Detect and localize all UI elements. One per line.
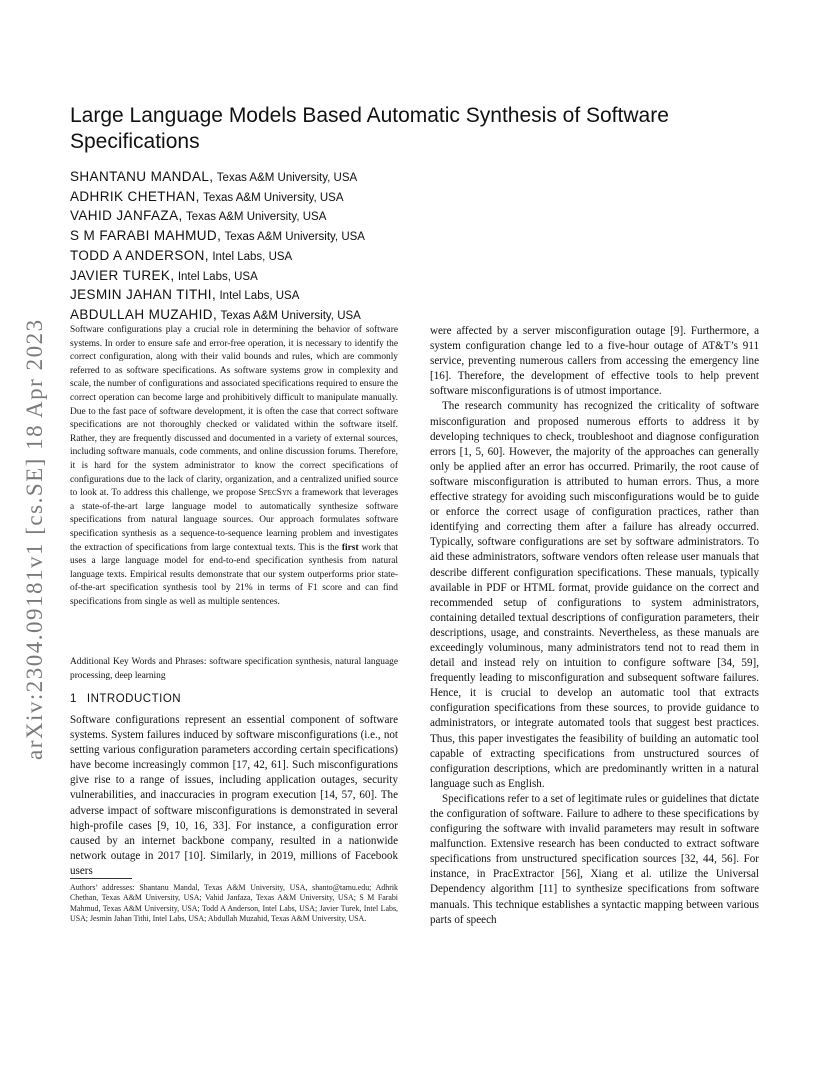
author-affiliation: Texas A&M University, USA bbox=[185, 211, 327, 224]
author-entry: JAVIER TUREK, Intel Labs, USA bbox=[70, 267, 258, 283]
author-affiliation: Texas A&M University, USA bbox=[216, 172, 358, 184]
section-title: INTRODUCTION bbox=[86, 693, 182, 705]
author-affiliation: Intel Labs, USA bbox=[219, 290, 300, 303]
author-affiliation: Texas A&M University, USA bbox=[220, 309, 361, 322]
author-affiliation: Intel Labs, USA bbox=[177, 270, 258, 283]
author-affiliation: Texas A&M University, USA bbox=[203, 191, 344, 204]
author-name: JAVIER TUREK bbox=[70, 267, 171, 283]
body-paragraph: were affected by a server misconfiguration outage [9]. Furthermore, a system configuration change led to a five-hour outage of AT&T’s 911 service, preventing numerous callers from accessing the emergency line [16]. Therefore, the development of effective tools to help prevent software misconfigurations is of utmost importance. bbox=[430, 325, 759, 398]
author-entry: TODD A ANDERSON, Intel Labs, USA bbox=[70, 247, 293, 263]
author-name: VAHID JANFAZA bbox=[70, 208, 179, 224]
author-entry: VAHID JANFAZA, Texas A&M University, USA bbox=[70, 208, 327, 224]
author-name: S M FARABI MAHMUD bbox=[70, 228, 218, 244]
author-addresses-footnote: Authors’ addresses: Shantanu Mandal, Texas A&M University, USA, shanto@tamu.edu; Adhrik Chethan, Texas A&M University, USA; Vahid Janfaza, Texas A&M University, USA; S M Farabi Mahmud, Texas A&M University, USA; Todd A Anderson, Intel Labs, USA; Javier Turek, Intel Labs, USA; Jesmin Jahan Tithi, Intel Labs, USA; Abdullah Muzahid, Texas A&M University, USA. bbox=[70, 883, 398, 924]
author-name: TODD A ANDERSON bbox=[70, 247, 205, 263]
footnote-divider bbox=[70, 878, 132, 879]
body-paragraph: Specifications refer to a set of legitimate rules or guidelines that dictate the configuration of software. Failure to adhere to these specifications by configuring the software with invalid parameters may result in software malfunction. Extensive research has been conducted to extract software specifications from unstructured specification sources [32, 44, 56]. For instance, in PracExtractor [56], Xiang et al. utilize the Universal Dependency algorithm [11] to synthesize specifications from software manuals. This technique establishes a syntactic mapping between various parts of speech bbox=[430, 792, 759, 926]
abstract bbox=[70, 324, 398, 609]
intro-paragraph: Software configurations represent an essential component of software systems. System failures induced by software misconfigurations (i.e., not setting various configuration parameters according certain specifications) have become increasingly common [17, 42, 61]. Such misconfigurations give rise to a range of issues, including application outages, security vulnerabilities, and inaccuracies in program execution [14, 57, 60]. The adverse impact of software misconfigurations is demonstrated in several high-profile cases [9, 10, 16, 33]. For instance, a configuration error caused by an internet backbone company, resulted in a nationwide network outage in 2017 [10]. Similarly, in 2019, millions of Facebook users bbox=[70, 714, 398, 877]
tool-name: SpecSyn bbox=[258, 488, 292, 499]
section-number: 1 bbox=[70, 693, 77, 705]
author-entry: SHANTANU MANDAL, Texas A&M University, USA bbox=[70, 169, 358, 184]
author-affiliation: Intel Labs, USA bbox=[212, 250, 293, 263]
author-name: JESMIN JAHAN TITHI bbox=[70, 287, 212, 303]
body-paragraph: The research community has recognized the criticality of software misconfiguration and proposed numerous efforts to address it by developing techniques to check, troubleshoot and diagnose configuration errors [1, 5, 60]. However, the majority of the approaches can generally only be applied after an error has occurred. Primarily, the root cause of software misconfiguration is attributed to human errors. Thus, a more effective strategy for avoiding such misconfigurations would be to guide or enforce the correct usage of configuration practices, rather than identifying and correcting them after a failure has already occurred. Typically, software configurations are set by software administrators. To aid these administrators, software vendors often release user manuals that describe different configuration specifications. These manuals, typically available in PDF or HTML format, provide guidance on the correct and recommended setup of configurations to system administrators, containing detailed textual descriptions of configuration parameters, their descriptions, usage, and constraints. Nevertheless, as these manuals are exceedingly voluminous, many administrators tend not to read them in detail and instead rely on intuition to configure software [34, 59], frequently leading to misconfiguration and subsequent software failures. Hence, it is crucial to develop an automatic tool that extracts configuration specifications from these sources, to provide guidance to administrators, or integrate automated tools that suggest best practices. Thus, this paper investigates the feasibility of building an automatic tool capable of extracting specifications from unstructured sources of configuration descriptions, which are predominantly written in a natural language such as English. bbox=[430, 400, 759, 790]
abstract-text-part3: work that uses a large language model for end-to-end specification synthesis from natural language texts. Empirical results demonstrate that our system outperforms prior state-of-the-art specification synthesis tool by 21% in terms of F1 score and can find specifications from single as well as multiple sentences. bbox=[70, 542, 398, 607]
author-entry: JESMIN JAHAN TITHI, Intel Labs, USA bbox=[70, 287, 300, 303]
author-name: SHANTANU MANDAL bbox=[70, 169, 210, 184]
keywords: Additional Key Words and Phrases: software specification synthesis, natural language processing, deep learning bbox=[70, 657, 398, 681]
author-entry: ADHRIK CHETHAN, Texas A&M University, USA bbox=[70, 188, 344, 204]
section-heading bbox=[70, 693, 398, 705]
arxiv-side-stamp: arXiv:2304.09181v1 [cs.SE] 18 Apr 2023 bbox=[22, 318, 47, 760]
author-entry: S M FARABI MAHMUD, Texas A&M University, USA bbox=[70, 228, 365, 244]
right-column bbox=[430, 324, 759, 928]
author-entry: ABDULLAH MUZAHID, Texas A&M University, USA bbox=[70, 306, 361, 322]
abstract-text-part1: Software configurations play a crucial role in determining the behavior of software systems. In order to ensure safe and error-free operation, it is necessary to identify the correct configuration, along with their valid bounds and rules, which are commonly referred to as software specifications. As software systems grow in complexity and scale, the number of configurations and associated specifications required to ensure the correct operation can become large and prohibitively difficult to manipulate manually. Due to the fast pace of software development, it is often the case that correct software specifications are not thoroughly checked or validated within the software itself. Rather, they are frequently discussed and documented in a variety of external sources, including software manuals, code comments, and online discussion forums. Therefore, it is hard for the system administrator to know the correct specifications of configurations due to the lack of clarity, organization, and a centralized unified source to look at. To address this challenge, we propose bbox=[70, 325, 398, 499]
author-name: ABDULLAH MUZAHID bbox=[70, 306, 213, 322]
author-list bbox=[70, 168, 490, 326]
author-name: ADHRIK CHETHAN bbox=[70, 188, 196, 204]
paper-title: Large Language Models Based Automatic Synthesis of Software Specifications bbox=[70, 104, 669, 153]
author-affiliation: Texas A&M University, USA bbox=[224, 231, 365, 244]
abstract-text-part2: a framework that leverages a state-of-the-art large language model to automatically synthesize software specifications from natural language sources. Our approach formulates software specification synthesis as a sequence-to-sequence learning problem and investigates the extraction of specifications from large contextual texts. This is the bbox=[70, 488, 398, 553]
abstract-emphasis: first bbox=[341, 542, 359, 553]
